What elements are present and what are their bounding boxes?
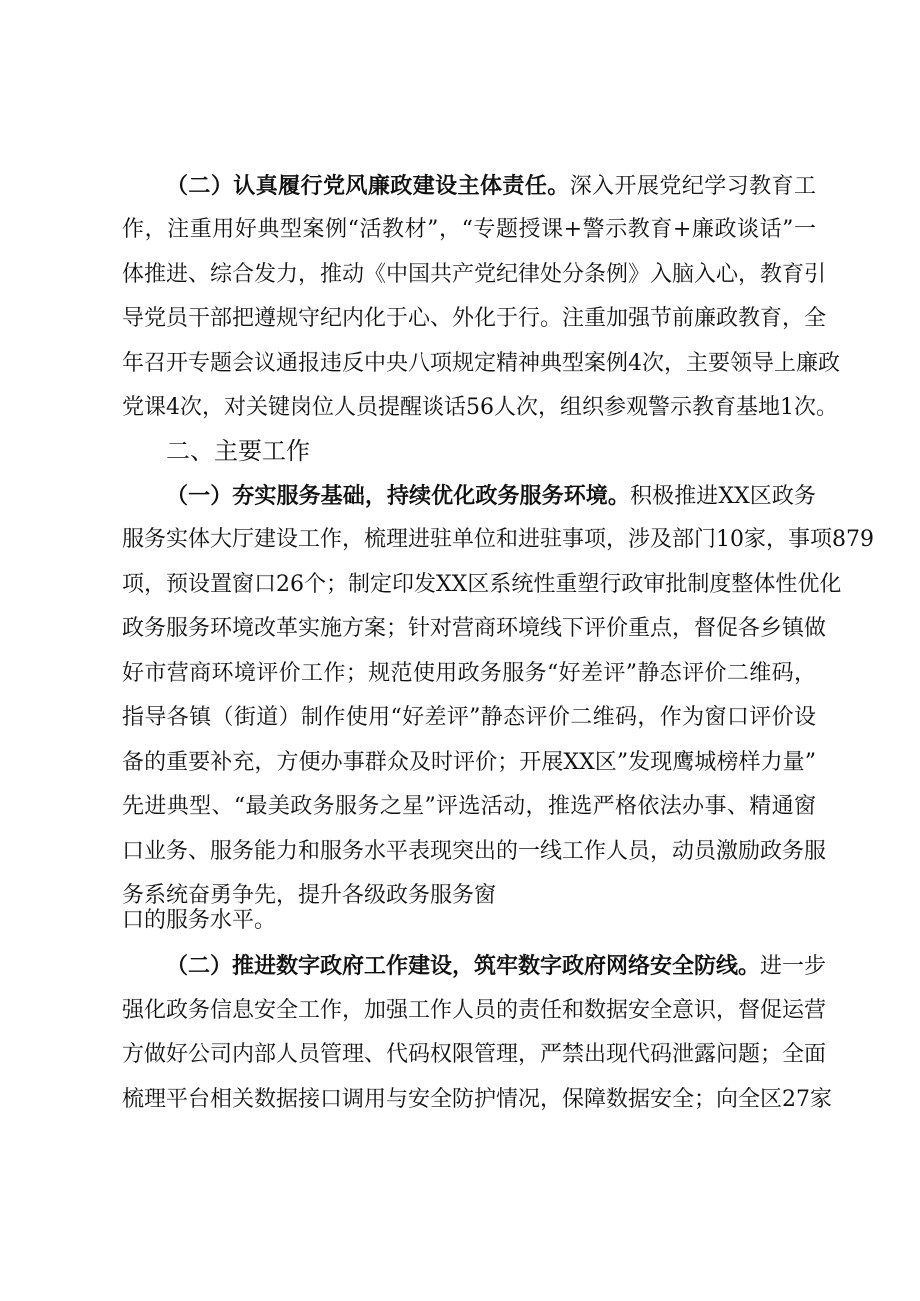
paragraph-prev-line-6: 党课4次，对关键岗位人员提醒谈话56人次，组织参观警示教育基地1次。 xyxy=(122,395,838,420)
paragraph-prev-heading: （二）认真履行党风廉政建设主体责任。 xyxy=(166,173,570,199)
paragraph-one-line-10: 务系统奋勇争先，提升各级政务服务窗 xyxy=(122,883,497,908)
paragraph-one-line-11: 口的服务水平。 xyxy=(122,908,277,933)
paragraph-prev-line-4: 导党员干部把遵规守纪内化于心、外化于行。注重加强节前廉政教育，全 xyxy=(122,306,827,331)
paragraph-two-line-4: 梳理平台相关数据接口调用与安全防护情况，保障数据安全；向全区27家 xyxy=(122,1087,832,1112)
paragraph-two-line-1 xyxy=(166,952,827,980)
main-heading: 二、主要工作 xyxy=(166,437,310,465)
paragraph-two-heading: （二）推进数字政府工作建设，筑牢数字政府网络安全防线。 xyxy=(166,953,761,979)
paragraph-one-line-1 xyxy=(166,482,816,510)
paragraph-prev-line-2: 作，注重用好典型案例“活教材”，“专题授课+警示教育+廉政谈话”一 xyxy=(122,217,816,242)
paragraph-one-line-7: 备的重要补充，方便办事群众及时评价；开展XX区”发现鹰城榜样力量” xyxy=(122,750,816,775)
paragraph-prev-line-1 xyxy=(166,172,816,200)
paragraph-one-line-9: 口业务、服务能力和服务水平表现突出的一线工作人员，动员激励政务服 xyxy=(122,839,827,864)
paragraph-prev-line-3: 体推进、综合发力，推动《中国共产党纪律处分条例》入脑入心，教育引 xyxy=(122,262,827,287)
paragraph-one-line-5: 好市营商环境评价工作；规范使用政务服务“好差评”静态评价二维码， xyxy=(122,661,816,686)
paragraph-two-line-2: 强化政务信息安全工作，加强工作人员的责任和数据安全意识，督促运营 xyxy=(122,998,827,1023)
paragraph-prev-text: 深入开展党纪学习教育工 xyxy=(569,174,816,199)
paragraph-one-line-3: 项，预设置窗口26个；制定印发XX区系统性重塑行政审批制度整体性优化 xyxy=(122,572,842,597)
paragraph-two-line-3: 方做好公司内部人员管理、代码权限管理，严禁出现代码泄露问题；全面 xyxy=(122,1042,827,1067)
paragraph-one-heading: （一）夯实服务基础，持续优化政务服务环境。 xyxy=(166,483,630,509)
paragraph-two-text: 进一步 xyxy=(760,954,827,979)
paragraph-one-line-8: 先进典型、“最美政务服务之星”评选活动，推选严格依法办事、精通窗 xyxy=(122,794,816,819)
paragraph-prev-line-5: 年召开专题会议通报违反中央八项规定精神典型案例4次，主要领导上廉政 xyxy=(122,351,840,376)
paragraph-one-line-4: 政务服务环境改革实施方案；针对营商环境线下评价重点，督促各乡镇做 xyxy=(122,616,827,641)
paragraph-one-text: 积极推进XX区政务 xyxy=(630,484,816,509)
paragraph-one-line-6: 指导各镇（街道）制作使用“好差评”静态评价二维码，作为窗口评价设 xyxy=(122,705,816,730)
paragraph-one-line-2: 服务实体大厅建设工作，梳理进驻单位和进驻事项，涉及部门10家，事项879 xyxy=(122,527,874,552)
